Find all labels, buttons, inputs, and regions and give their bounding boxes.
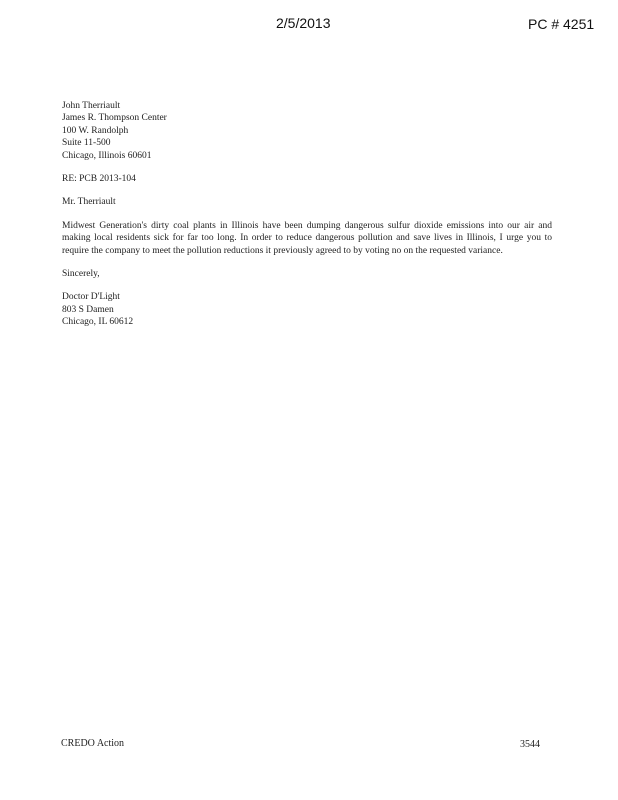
recipient-building: James R. Thompson Center bbox=[62, 113, 167, 124]
letter-paragraph: Midwest Generation's dirty coal plants in Illinois have been dumping dangerous sulfur dioxide emissions into our air and making local residents sick for far too long. In order to reduce dangerous pollution and save lives in Illinois, I urge you to require the company to meet the pollution reductions it previously agreed to by voting no on the requested variance. bbox=[62, 220, 552, 256]
sender-city: Chicago, IL 60612 bbox=[62, 317, 134, 328]
sender-address bbox=[62, 291, 552, 328]
sender-name: Doctor D'Light bbox=[62, 292, 120, 303]
recipient-city: Chicago, Illinois 60601 bbox=[62, 150, 152, 161]
letter-body bbox=[62, 100, 552, 329]
header-date: 2/5/2013 bbox=[276, 15, 331, 31]
recipient-street: 100 W. Randolph bbox=[62, 125, 129, 136]
salutation: Mr. Therriault bbox=[62, 197, 116, 208]
recipient-name: John Therriault bbox=[62, 101, 121, 111]
sender-street: 803 S Damen bbox=[62, 304, 114, 315]
reference-line: RE: PCB 2013-104 bbox=[62, 174, 136, 185]
recipient-suite: Suite 11-500 bbox=[62, 138, 111, 149]
footer-page-number: 3544 bbox=[520, 739, 540, 750]
closing: Sincerely, bbox=[62, 269, 100, 280]
footer-organization: CREDO Action bbox=[61, 738, 125, 749]
recipient-address bbox=[62, 100, 552, 162]
public-comment-number: PC # 4251 bbox=[528, 16, 595, 32]
